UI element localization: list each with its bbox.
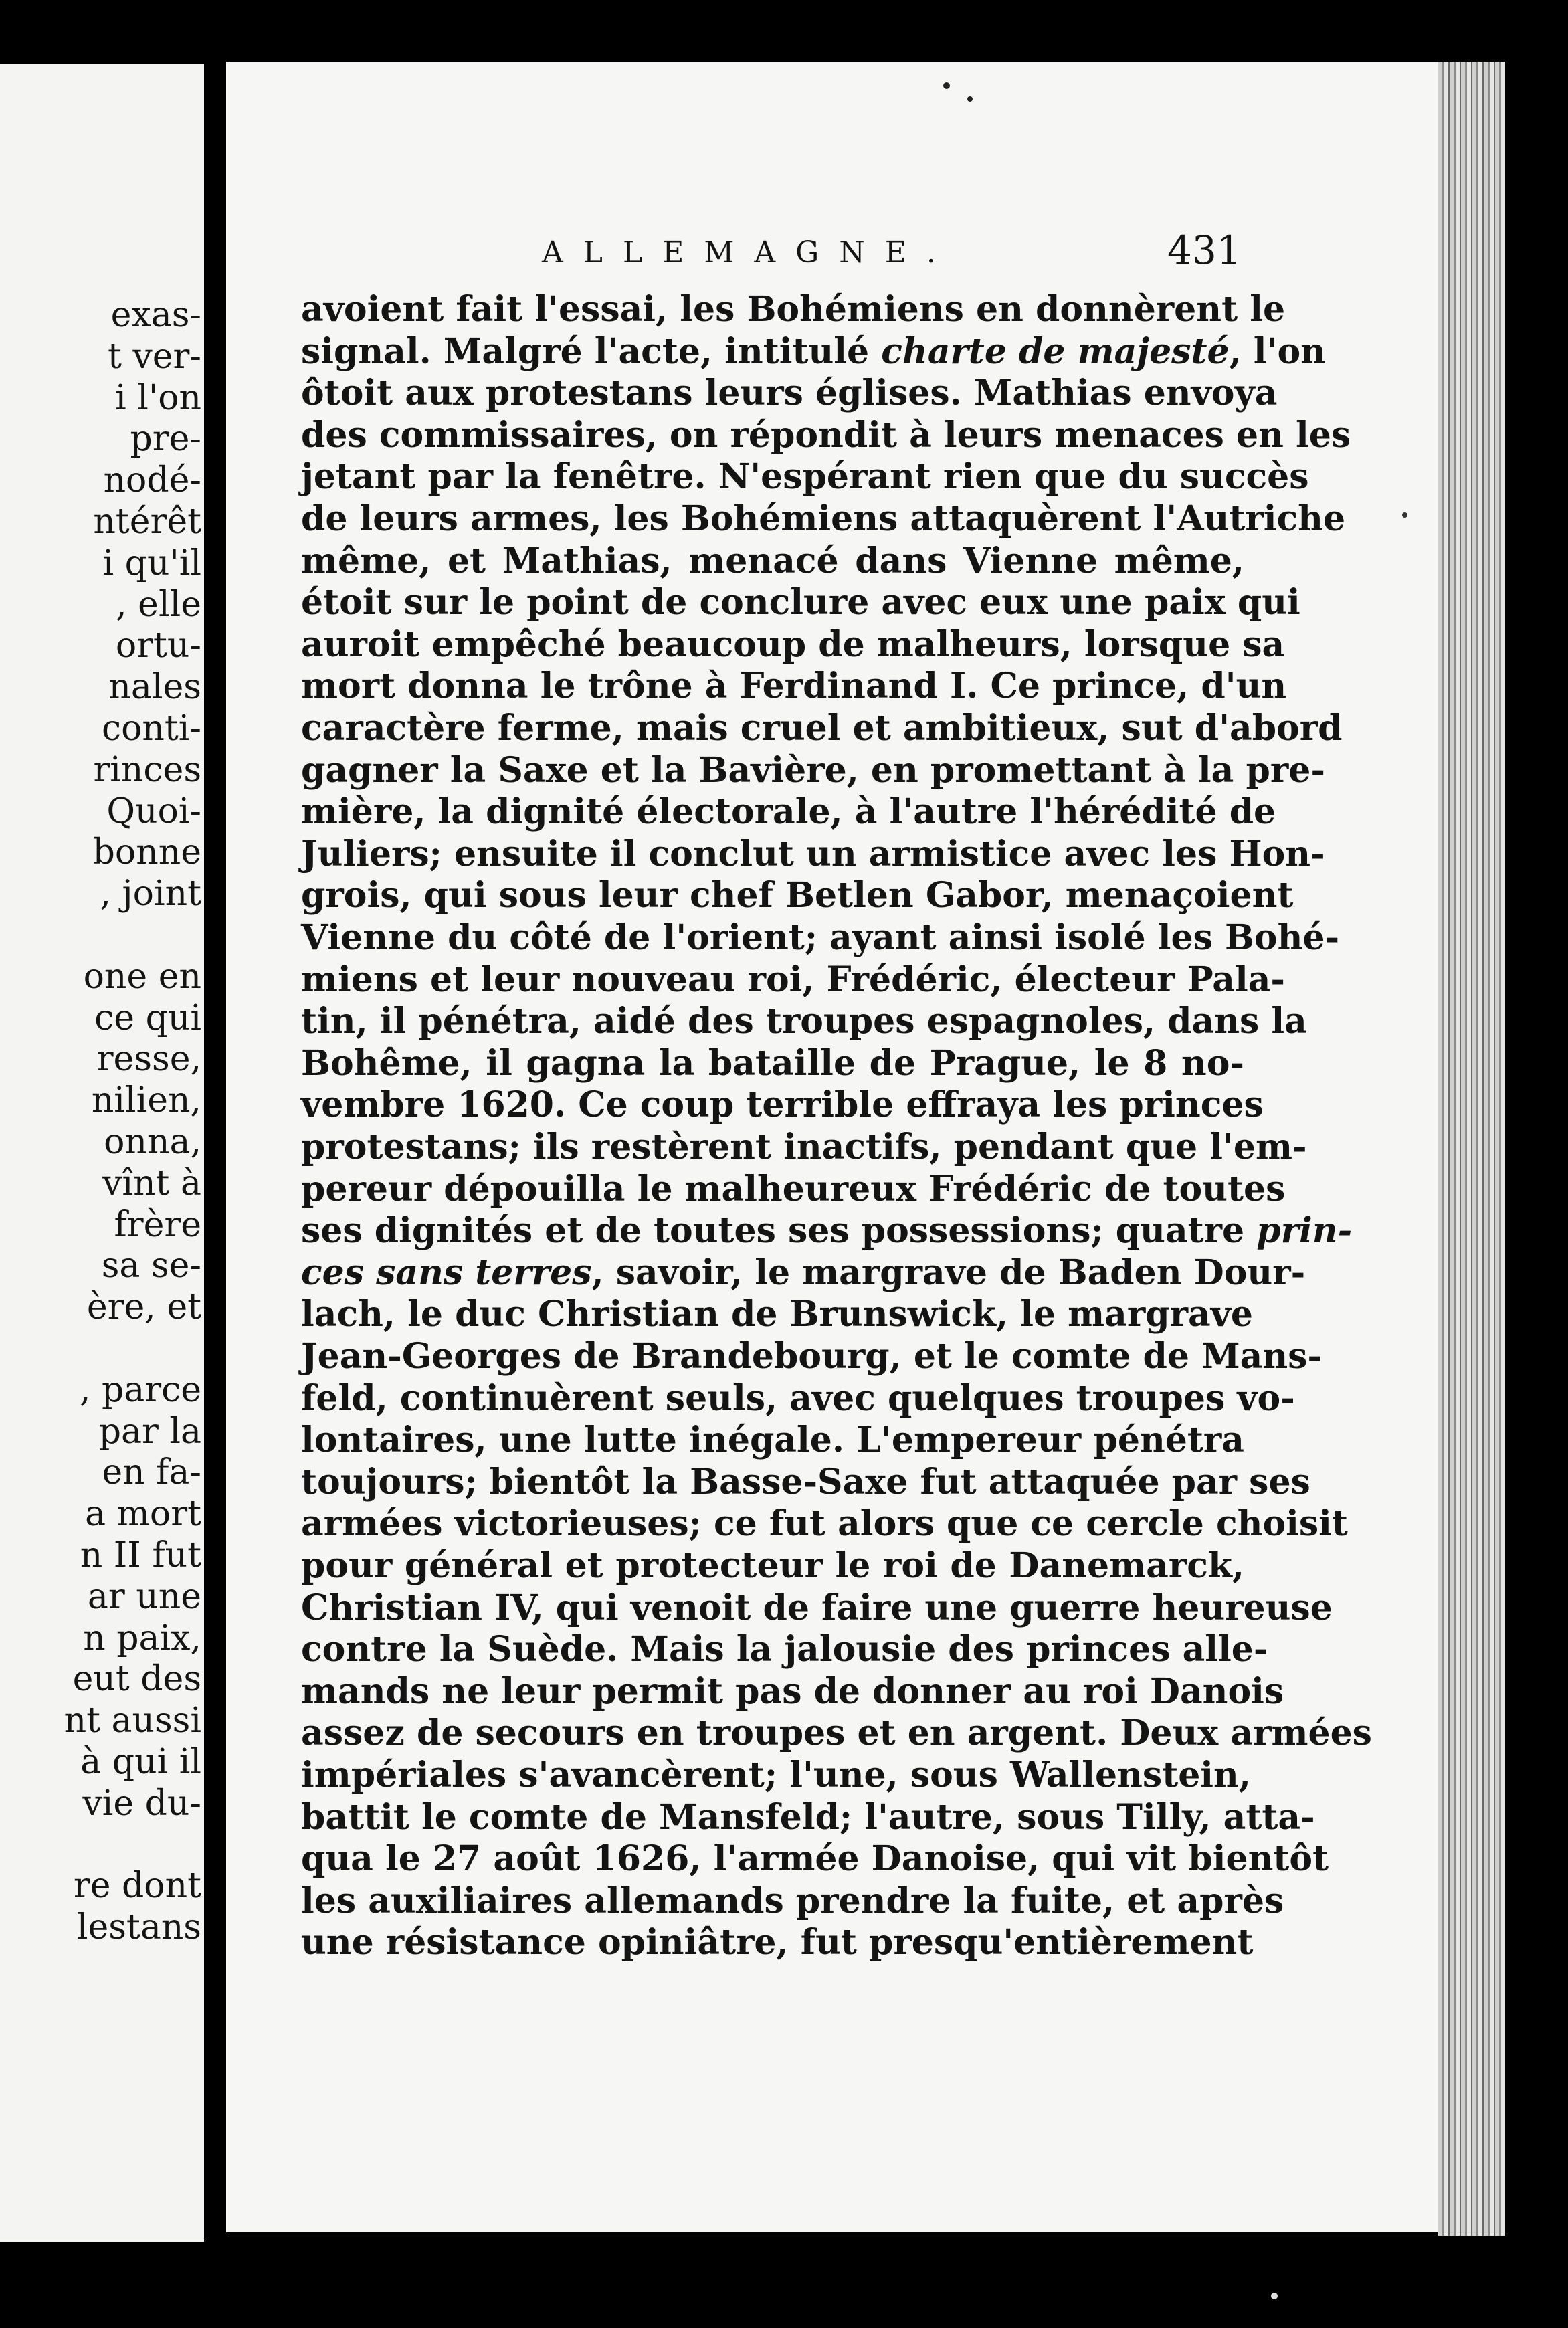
facing-page-line: ar une (87, 1576, 201, 1617)
text-run: jetant par la fenêtre. N'espérant rien que du succès (301, 456, 1309, 498)
text-run: miens et leur nouveau roi, Frédéric, électeur Pala- (301, 959, 1286, 1000)
facing-page-line: sa se- (101, 1246, 201, 1286)
facing-page-line: , elle (116, 584, 201, 625)
text-run: toujours; bientôt la Basse-Saxe fut attaquée par ses (301, 1461, 1310, 1502)
facing-page-line: eut des (72, 1659, 201, 1700)
text-run: étoit sur le point de conclure avec eux une paix qui (301, 582, 1300, 623)
italic-text: charte de majesté (881, 330, 1230, 372)
facing-page-line: à qui il (80, 1742, 201, 1782)
facing-page-line: re dont (73, 1866, 201, 1907)
text-run: pereur dépouilla le malheureux Frédéric de toutes (301, 1168, 1286, 1209)
facing-page-line: resse, (96, 1039, 201, 1080)
facing-page-line: t ver- (107, 336, 201, 377)
facing-page-line: conti- (101, 708, 201, 749)
italic-text: prin- (1256, 1210, 1353, 1252)
facing-page-line: nilien, (91, 1080, 201, 1121)
facing-page-line: bonne (92, 832, 201, 873)
text-run: armées victorieuses; ce fut alors que ce cercle choisit (301, 1503, 1348, 1545)
page-number: 431 (1167, 227, 1242, 273)
text-run: assez de secours en troupes et en argent. Deux armées (301, 1713, 1372, 1754)
facing-page-line: onna, (104, 1122, 201, 1162)
text-run: même, et Mathias, menacé dans Vienne même, (301, 540, 1244, 581)
text-run: Juliers; ensuite il conclut un armistice avec les Hon- (301, 833, 1325, 874)
facing-page-line: frère (114, 1204, 201, 1245)
facing-page-line: i qu'il (102, 543, 201, 583)
text-run: mière, la dignité électorale, à l'autre l'hérédité de (301, 791, 1276, 833)
italic-text: ces sans terres (301, 1252, 592, 1293)
text-run: des commissaires, on répondit à leurs menaces en les (301, 414, 1351, 456)
facing-page-line: n paix, (83, 1618, 201, 1658)
text-run: lach, le duc Christian de Brunswick, le margrave (301, 1294, 1253, 1335)
text-run: battit le comte de Mansfeld; l'autre, sous Tilly, atta- (301, 1796, 1315, 1838)
text-run: protestans; ils restèrent inactifs, pendant que l'em- (301, 1127, 1307, 1167)
facing-page-line: vie du- (82, 1783, 201, 1824)
facing-page-line: ce qui (94, 997, 201, 1038)
facing-page-line: n II fut (80, 1535, 201, 1575)
text-run: une résistance opiniâtre, fut presqu'entièrement (301, 1922, 1254, 1963)
text-run: auroit empêché beaucoup de malheurs, lorsque sa (301, 623, 1285, 665)
facing-page-line: en fa- (102, 1452, 201, 1493)
text-run: Jean-Georges de Brandebourg, et le comte de Mans- (301, 1336, 1322, 1377)
facing-page-line: , parce (79, 1369, 201, 1410)
facing-page-line: Quoi- (106, 791, 201, 832)
text-run: grois, qui sous leur chef Betlen Gabor, menaçoient (301, 875, 1294, 916)
facing-page-line: nt aussi (64, 1701, 201, 1741)
text-run: qua le 27 août 1626, l'armée Danoise, qui vit bientôt (301, 1838, 1329, 1880)
text-run: avoient fait l'essai, les Bohémiens en donnèrent le (301, 289, 1286, 330)
text-run: vembre 1620. Ce coup terrible effraya les princes (301, 1084, 1264, 1126)
text-run: Vienne du côté de l'orient; ayant ainsi isolé les Bohé- (301, 917, 1340, 958)
facing-page-line: vînt à (102, 1163, 201, 1203)
running-head: ALLEMAGNE. (542, 235, 956, 270)
facing-page-line: ortu- (115, 625, 201, 666)
text-run: les auxiliaires allemands prendre la fuite, et après (301, 1880, 1284, 1921)
text-run: contre la Suède. Mais la jalousie des princes alle- (301, 1629, 1268, 1670)
facing-page-line: pre- (130, 419, 201, 460)
text-run: de leurs armes, les Bohémiens attaquèrent l'Autriche (301, 498, 1346, 539)
text-run: , savoir, le margrave de Baden Dour- (591, 1252, 1306, 1293)
text-run: mands ne leur permit pas de donner au roi Danois (301, 1670, 1284, 1712)
facing-page-line: ntérêt (93, 502, 201, 542)
facing-page-line: ère, et (86, 1287, 201, 1328)
facing-page-line: lestans (76, 1907, 201, 1948)
facing-page-line: par la (98, 1411, 201, 1452)
facing-page-line: nales (108, 667, 201, 708)
facing-page-line: a mort (85, 1494, 201, 1535)
facing-page-line: i l'on (115, 377, 201, 418)
facing-page-line: exas- (110, 295, 201, 335)
text-run: pour général et protecteur le roi de Danemarck, (301, 1545, 1244, 1586)
text-run: signal. Malgré l'acte, intitulé (301, 330, 882, 372)
facing-page-line: nodé- (103, 460, 201, 501)
text-run: mort donna le trône à Ferdinand I. Ce prince, d'un (301, 666, 1287, 707)
text-run: Bohême, il gagna la bataille de Prague, le 8 no- (301, 1042, 1244, 1084)
facing-page-line: one en (83, 956, 201, 997)
text-run: gagner la Saxe et la Bavière, en promettant à la pre- (301, 749, 1325, 791)
text-run: tin, il pénétra, aidé des troupes espagnoles, dans la (301, 1001, 1307, 1042)
text-run: caractère ferme, mais cruel et ambitieux, sut d'abord (301, 708, 1343, 749)
text-run: impériales s'avancèrent; l'une, sous Wallenstein, (301, 1755, 1251, 1796)
facing-page-line: rinces (93, 749, 201, 790)
text-run: lontaires, une lutte inégale. L'empereur pénétra (301, 1420, 1244, 1461)
text-run: ses dignités et de toutes ses possessions; quatre (301, 1210, 1257, 1252)
text-run: Christian IV, qui venoit de faire une guerre heureuse (301, 1587, 1333, 1628)
text-run: , l'on (1229, 330, 1326, 372)
facing-page-line: , joint (100, 874, 201, 914)
text-run: ôtoit aux protestans leurs églises. Mathias envoya (301, 373, 1278, 414)
text-run: feld, continuèrent seuls, avec quelques troupes vo- (301, 1377, 1295, 1419)
